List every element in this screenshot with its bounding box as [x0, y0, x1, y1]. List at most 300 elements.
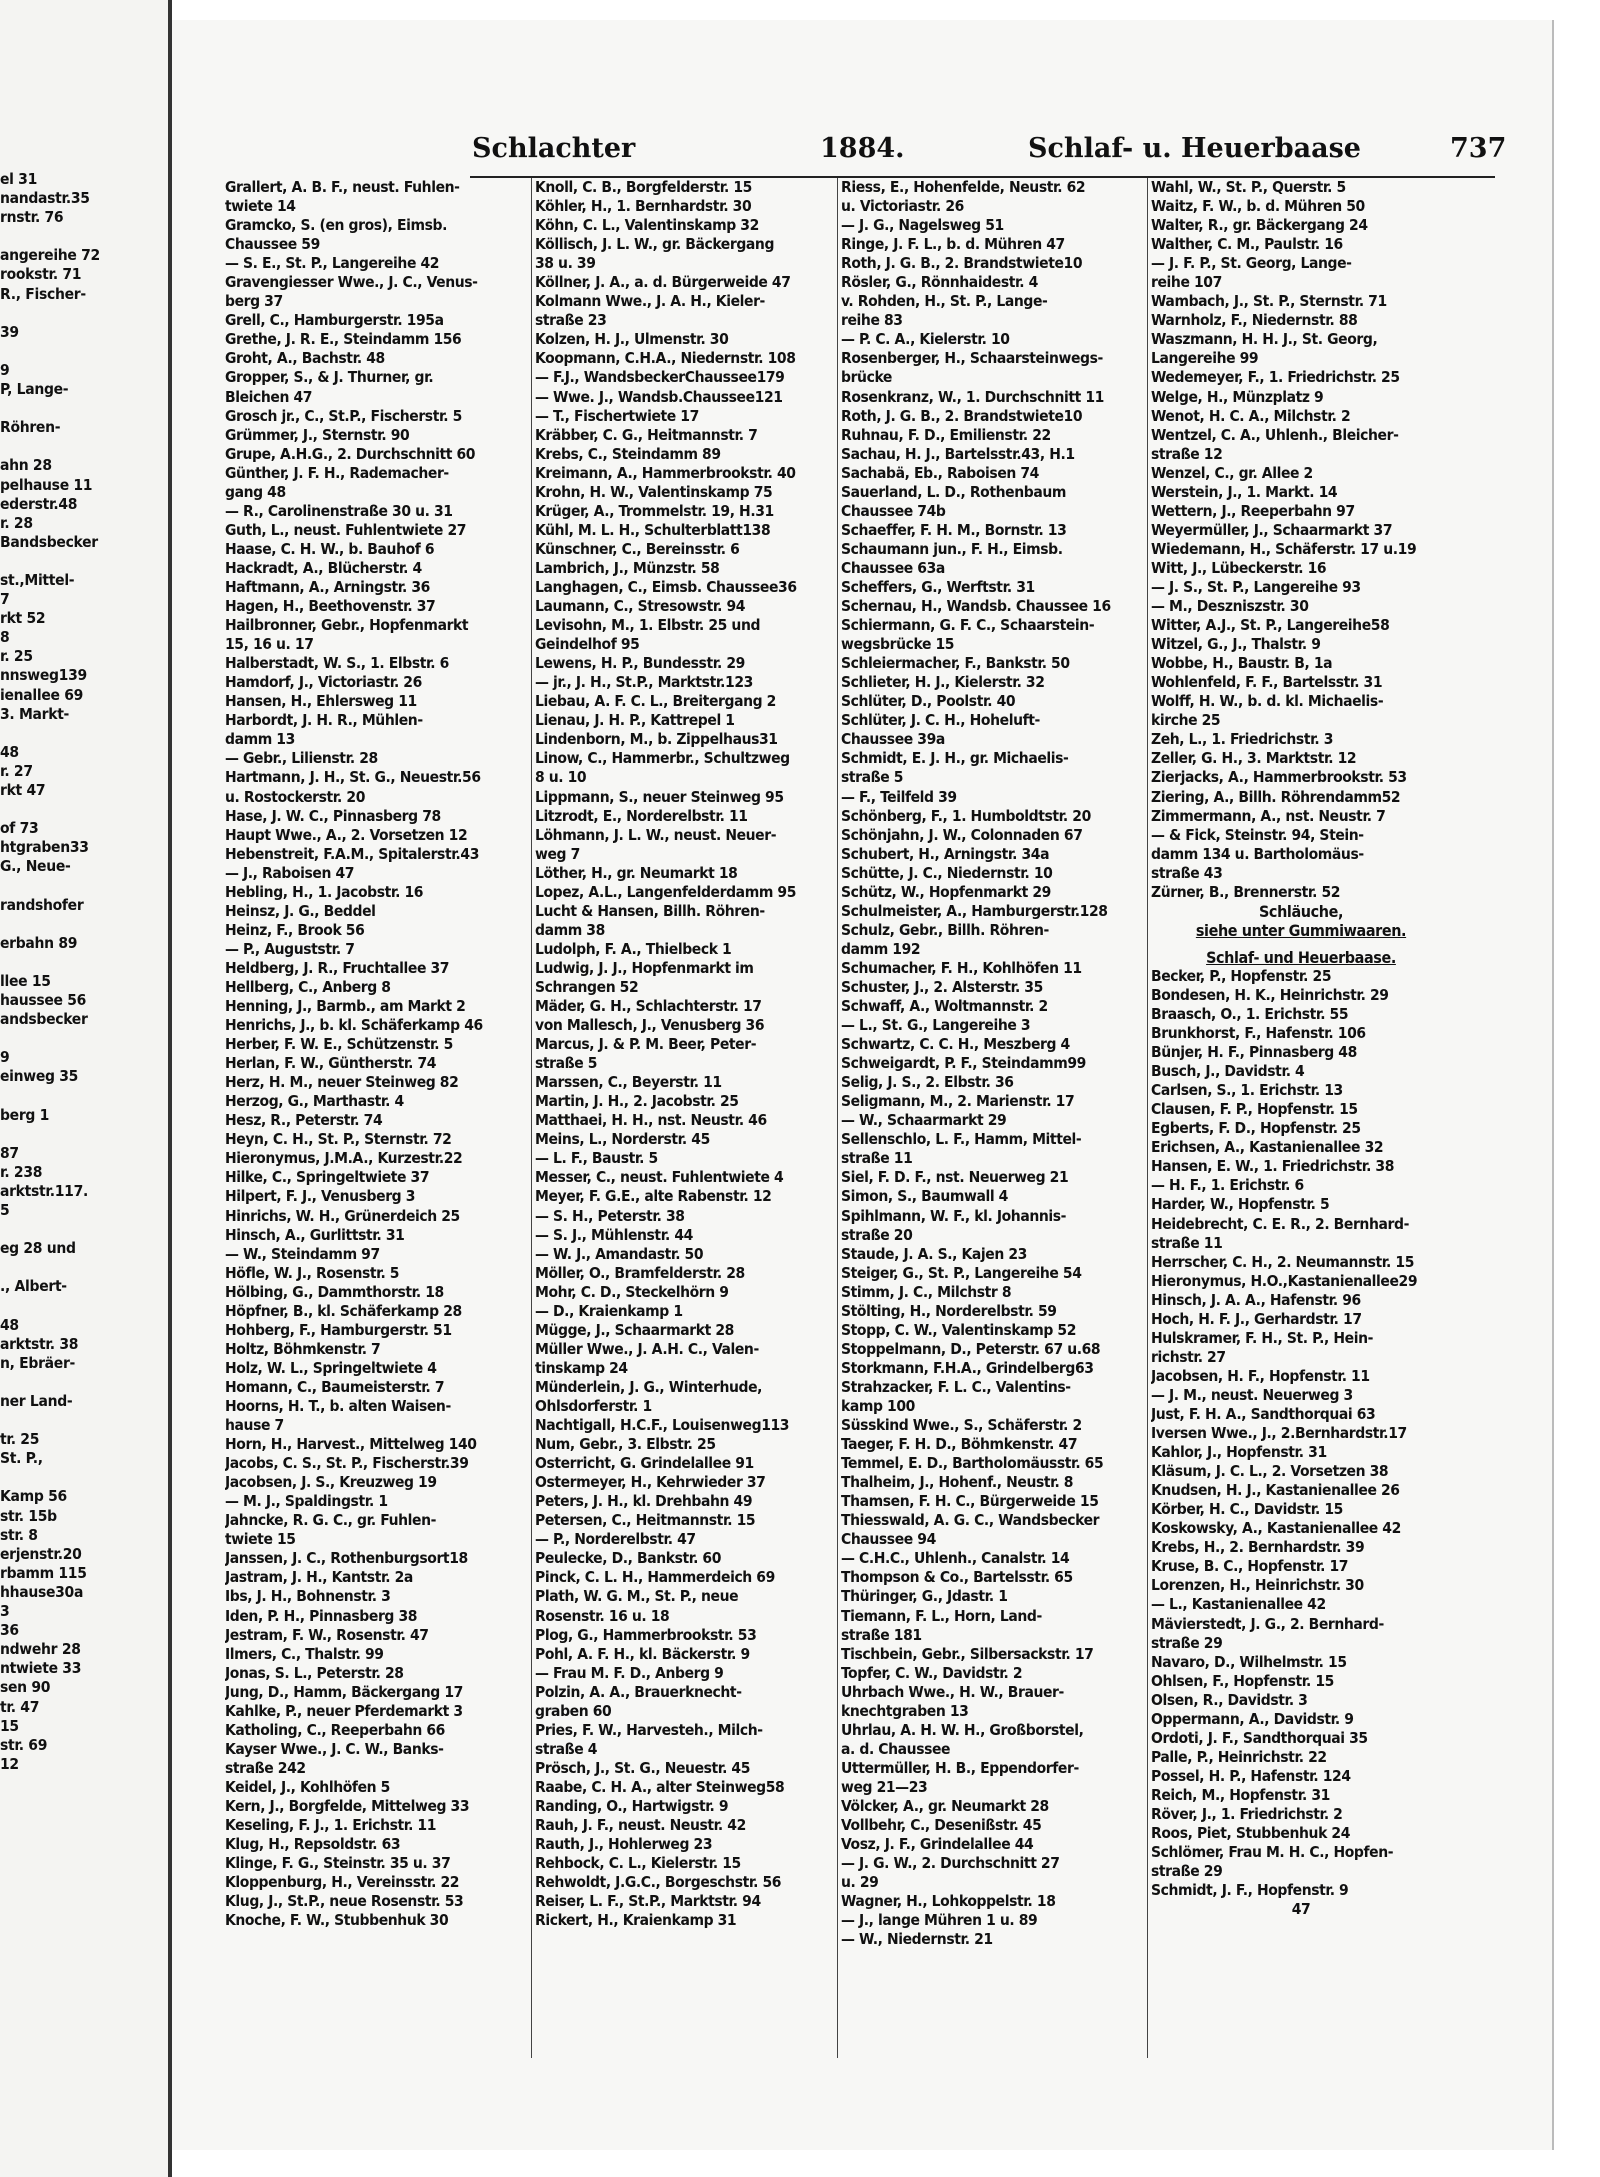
directory-entry: Krebs, H., 2. Bernhardstr. 39: [1151, 1538, 1365, 1557]
previous-page-fragment: [0, 800, 160, 819]
directory-entry: Schönberg, F., 1. Humboldtstr. 20: [841, 806, 1091, 825]
directory-entry: Lindenborn, M., b. Zippelhaus31: [535, 730, 778, 749]
directory-entry: u. Rostockerstr. 20: [225, 787, 366, 806]
previous-page-fragment: ahn 28: [0, 456, 52, 475]
directory-entry: Nachtigall, H.C.F., Louisenweg113: [535, 1416, 790, 1435]
previous-page-fragment: rkt 52: [0, 609, 46, 628]
directory-entry: damm 38: [535, 920, 605, 939]
previous-page-fragment: 39: [0, 322, 19, 341]
previous-page-fragment: rookstr. 71: [0, 265, 82, 284]
directory-entry: Olsen, R., Davidstr. 3: [1151, 1690, 1308, 1709]
previous-page-fragment: ederstr.48: [0, 494, 78, 513]
directory-entry: Ohlsen, F., Hopfenstr. 15: [1151, 1671, 1334, 1690]
directory-entry: Löther, H., gr. Neumarkt 18: [535, 863, 738, 882]
directory-entry: Hohberg, F., Hamburgerstr. 51: [225, 1320, 452, 1339]
directory-entry: Homann, C., Baumeisterstr. 7: [225, 1377, 445, 1396]
column-1: [225, 178, 527, 2058]
directory-entry: straße 4: [535, 1739, 598, 1758]
directory-entry: Hinrichs, W. H., Grünerdeich 25: [225, 1206, 460, 1225]
previous-page-fragment: el 31: [0, 170, 37, 188]
previous-page-fragment: erbahn 89: [0, 933, 78, 952]
directory-entry: Polzin, A. A., Brauerknecht-: [535, 1682, 742, 1701]
column-divider: [1147, 178, 1148, 2058]
directory-entry: Thompson & Co., Bartelsstr. 65: [841, 1568, 1073, 1587]
previous-page-fragment: Röhren-: [0, 418, 61, 437]
directory-entry: Klug, H., Repsoldstr. 63: [225, 1835, 401, 1854]
previous-page-fragment: eg 28 und: [0, 1239, 76, 1258]
directory-entry: Schlömer, Frau M. H. C., Hopfen-: [1151, 1843, 1394, 1862]
directory-entry: graben 60: [535, 1701, 612, 1720]
previous-page-fragment: randshofer: [0, 895, 84, 914]
directory-entry: Jonas, S. L., Peterstr. 28: [225, 1663, 404, 1682]
directory-entry: Geindelhof 95: [535, 635, 640, 654]
directory-entry: Kruse, B. C., Hopfenstr. 17: [1151, 1557, 1349, 1576]
directory-entry: Münderlein, J. G., Winterhude,: [535, 1377, 763, 1396]
directory-entry: Possel, H. P., Hafenstr. 124: [1151, 1766, 1351, 1785]
directory-entry: Seligmann, M., 2. Marienstr. 17: [841, 1092, 1075, 1111]
directory-columns: [225, 178, 1495, 2058]
directory-entry: Henrichs, J., b. kl. Schäferkamp 46: [225, 1016, 483, 1035]
previous-page-fragment: R., Fischer-: [0, 284, 86, 303]
directory-entry: straße 12: [1151, 444, 1223, 463]
directory-entry: — T., Fischertwiete 17: [535, 406, 699, 425]
previous-page-fragment: P, Lange-: [0, 380, 69, 399]
directory-entry: Vosz, J. F., Grindelallee 44: [841, 1835, 1034, 1854]
previous-page-fragment: nandastr.35: [0, 189, 90, 208]
previous-page-fragment: htgraben33: [0, 838, 89, 857]
directory-entry: tinskamp 24: [535, 1358, 628, 1377]
directory-entry: Kühl, M. L. H., Schulterblatt138: [535, 520, 771, 539]
directory-entry: Hesz, R., Peterstr. 74: [225, 1111, 383, 1130]
directory-entry: Rosenkranz, W., 1. Durchschnitt 11: [841, 387, 1104, 406]
previous-page-fragment: [0, 724, 160, 743]
directory-entry: — J. M., neust. Neuerweg 3: [1151, 1385, 1353, 1404]
previous-page-fragment: 12: [0, 1754, 19, 1773]
directory-entry: Grethe, J. R. E., Steindamm 156: [225, 330, 462, 349]
directory-entry: Wobbe, H., Baustr. B, 1a: [1151, 654, 1333, 673]
directory-entry: Liebau, A. F. C. L., Breitergang 2: [535, 692, 776, 711]
directory-entry: Wedemeyer, F., 1. Friedrichstr. 25: [1151, 368, 1400, 387]
previous-page-fragment: 15: [0, 1716, 19, 1735]
directory-entry: Chaussee 74b: [841, 501, 946, 520]
previous-page-fragment: 48: [0, 1315, 19, 1334]
directory-entry: v. Rohden, H., St. P., Lange-: [841, 292, 1048, 311]
directory-entry: weg 21—23: [841, 1777, 928, 1796]
directory-entry: straße 242: [225, 1758, 306, 1777]
directory-entry: Spihlmann, W. F., kl. Johannis-: [841, 1206, 1067, 1225]
directory-entry: Schlüter, J. C. H., Hoheluft-: [841, 711, 1040, 730]
directory-entry: gang 48: [225, 482, 286, 501]
directory-entry: Köllisch, J. L. W., gr. Bäckergang: [535, 235, 775, 254]
directory-entry: damm 13: [225, 730, 295, 749]
directory-entry: Reich, M., Hopfenstr. 31: [1151, 1785, 1330, 1804]
directory-entry: Thüringer, G., Jdastr. 1: [841, 1587, 1008, 1606]
directory-entry: Jahncke, R. G. C., gr. Fuhlen-: [225, 1511, 437, 1530]
header-right-title: Schlaf- u. Heuerbaase: [1028, 133, 1361, 164]
directory-entry: Schwartz, C. C. H., Meszberg 4: [841, 1035, 1070, 1054]
directory-entry: — S. H., Peterstr. 38: [535, 1206, 685, 1225]
previous-page-fragment: [0, 552, 160, 571]
previous-page-fragment: r. 238: [0, 1162, 43, 1181]
previous-page-edge: [0, 0, 172, 2177]
directory-entry: Röver, J., 1. Friedrichstr. 2: [1151, 1804, 1343, 1823]
directory-entry: Sachabä, Eb., Raboisen 74: [841, 463, 1039, 482]
directory-entry: Heyn, C. H., St. P., Sternstr. 72: [225, 1130, 452, 1149]
directory-entry: Halberstadt, W. S., 1. Elbstr. 6: [225, 654, 449, 673]
directory-entry: Heinsz, J. G., Beddel: [225, 901, 376, 920]
previous-page-fragment: ndwehr 28: [0, 1640, 81, 1659]
previous-page-fragment: nnsweg139: [0, 666, 87, 685]
directory-entry: Lopez, A.L., Langenfelderdamm 95: [535, 882, 797, 901]
section-title: Schlaf- und Heuerbaase.: [1206, 947, 1396, 967]
directory-entry: Thiesswald, A. G. C., Wandsbecker: [841, 1511, 1100, 1530]
directory-entry: Hartmann, J. H., St. G., Neuestr.56: [225, 768, 481, 787]
directory-entry: Rosenstr. 16 u. 18: [535, 1606, 670, 1625]
previous-page-fragment: [0, 399, 160, 418]
directory-entry: Palle, P., Heinrichstr. 22: [1151, 1747, 1327, 1766]
directory-entry: Knoll, C. B., Borgfelderstr. 15: [535, 178, 752, 196]
directory-entry: Herz, H. M., neuer Steinweg 82: [225, 1073, 459, 1092]
directory-entry: Jacobsen, H. F., Hopfenstr. 11: [1151, 1366, 1370, 1385]
directory-entry: reihe 83: [841, 311, 903, 330]
directory-entry: Sellenschlo, L. F., Hamm, Mittel-: [841, 1130, 1082, 1149]
previous-page-fragment: [0, 953, 160, 972]
directory-entry: Waszmann, H. H. J., St. Georg,: [1151, 330, 1378, 349]
previous-page-fragment: [0, 1373, 160, 1392]
directory-entry: — C.H.C., Uhlenh., Canalstr. 14: [841, 1549, 1070, 1568]
directory-entry: Brunkhorst, F., Hafenstr. 106: [1151, 1024, 1366, 1043]
directory-entry: Koskowsky, A., Kastanienallee 42: [1151, 1519, 1401, 1538]
directory-entry: — L., St. G., Langereihe 3: [841, 1016, 1031, 1035]
directory-entry: Müller Wwe., J. A.H. C., Valen-: [535, 1339, 759, 1358]
directory-entry: Erichsen, A., Kastanienallee 32: [1151, 1138, 1384, 1157]
directory-entry: Hulskramer, F. H., St. P., Hein-: [1151, 1328, 1374, 1347]
previous-page-fragment: 5: [0, 1201, 10, 1220]
directory-entry: Stölting, H., Norderelbstr. 59: [841, 1301, 1057, 1320]
directory-entry: 38 u. 39: [535, 254, 596, 273]
previous-page-fragment: arktstr.117.: [0, 1181, 88, 1200]
directory-entry: Pohl, A. F. H., kl. Bäckerstr. 9: [535, 1644, 750, 1663]
directory-entry: Schaumann jun., F. H., Eimsb.: [841, 539, 1063, 558]
directory-entry: Ziering, A., Billh. Röhrendamm52: [1151, 787, 1401, 806]
directory-entry: Grell, C., Hamburgerstr. 195a: [225, 311, 444, 330]
directory-entry: Messer, C., neust. Fuhlentwiete 4: [535, 1168, 784, 1187]
directory-entry: damm 134 u. Bartholomäus-: [1151, 844, 1364, 863]
directory-entry: Busch, J., Davidstr. 4: [1151, 1062, 1305, 1081]
directory-entry: Mäder, G. H., Schlachterstr. 17: [535, 997, 762, 1016]
directory-entry: straße 11: [1151, 1233, 1223, 1252]
directory-entry: Reiser, L. F., St.P., Marktstr. 94: [535, 1892, 761, 1911]
directory-entry: 15, 16 u. 17: [225, 635, 314, 654]
directory-entry: — jr., J. H., St.P., Marktstr.123: [535, 673, 753, 692]
directory-entry: — D., Kraienkamp 1: [535, 1301, 683, 1320]
directory-entry: Pries, F. W., Harvesteh., Milch-: [535, 1720, 763, 1739]
directory-entry: Katholing, C., Reeperbahn 66: [225, 1720, 445, 1739]
directory-entry: — J. S., St. P., Langereihe 93: [1151, 577, 1361, 596]
section-title: siehe unter Gummiwaaren.: [1195, 920, 1407, 940]
directory-entry: Schütte, J. C., Niedernstr. 10: [841, 863, 1053, 882]
directory-entry: Janssen, J. C., Rothenburgsort18: [225, 1549, 468, 1568]
directory-entry: Jacobsen, J. S., Kreuzweg 19: [225, 1473, 437, 1492]
previous-page-fragment: erjenstr.20: [0, 1544, 82, 1563]
directory-entry: Temmel, E. D., Bartholomäusstr. 65: [841, 1454, 1104, 1473]
directory-entry: Langhagen, C., Eimsb. Chaussee36: [535, 577, 797, 596]
directory-entry: — J., Raboisen 47: [225, 863, 355, 882]
directory-entry: Hailbronner, Gebr., Hopfenmarkt: [225, 616, 469, 635]
directory-entry: — J. G. W., 2. Durchschnitt 27: [841, 1854, 1060, 1873]
directory-entry: Krohn, H. W., Valentinskamp 75: [535, 482, 773, 501]
directory-entry: Schrangen 52: [535, 977, 639, 996]
directory-entry: Grupe, A.H.G., 2. Durchschnitt 60: [225, 444, 476, 463]
directory-entry: Ruhnau, F. D., Emilienstr. 22: [841, 425, 1051, 444]
directory-entry: Ilmers, C., Thalstr. 99: [225, 1644, 384, 1663]
directory-entry: Witt, J., Lübeckerstr. 16: [1151, 558, 1327, 577]
directory-entry: Günther, J. F. H., Rademacher-: [225, 463, 449, 482]
previous-page-fragment: ntwiete 33: [0, 1659, 82, 1678]
directory-entry: Herlan, F. W., Güntherstr. 74: [225, 1054, 437, 1073]
previous-page-fragment: 9: [0, 1048, 10, 1067]
directory-entry: u. 29: [841, 1873, 879, 1892]
directory-entry: Selig, J. S., 2. Elbstr. 36: [841, 1073, 1014, 1092]
directory-entry: Schulmeister, A., Hamburgerstr.128: [841, 901, 1108, 920]
directory-entry: Wiedemann, H., Schäferstr. 17 u.19: [1151, 539, 1417, 558]
directory-entry: Carlsen, S., 1. Erichstr. 13: [1151, 1081, 1343, 1100]
previous-page-fragment: [0, 915, 160, 934]
directory-entry: Hase, J. W. C., Pinnasberg 78: [225, 806, 441, 825]
directory-entry: Siel, F. D. F., nst. Neuerweg 21: [841, 1168, 1069, 1187]
previous-page-fragment: [0, 1220, 160, 1239]
previous-page-fragment: St. P.,: [0, 1449, 43, 1468]
directory-entry: Waitz, F. W., b. d. Mühren 50: [1151, 197, 1365, 216]
directory-entry: Bleichen 47: [225, 387, 313, 406]
previous-page-fragment: 7: [0, 590, 10, 609]
directory-entry: Köhn, C. L., Valentinskamp 32: [535, 216, 759, 235]
previous-page-fragment: ner Land-: [0, 1392, 73, 1410]
previous-page-fragment: pelhause 11: [0, 475, 93, 494]
previous-page-fragment-column: [0, 170, 160, 2040]
directory-entry: Henning, J., Barmb., am Markt 2: [225, 997, 466, 1016]
directory-entry: Ringe, J. F. L., b. d. Mühren 47: [841, 235, 1065, 254]
directory-entry: Wagner, H., Lohkoppelstr. 18: [841, 1892, 1056, 1911]
directory-entry: Matthaei, H. H., nst. Neustr. 46: [535, 1111, 767, 1130]
directory-entry: Roth, J. G. B., 2. Brandstwiete10: [841, 406, 1083, 425]
directory-entry: — Wwe. J., Wandsb.Chaussee121: [535, 387, 783, 406]
directory-entry: Strahzacker, F. L. C., Valentins-: [841, 1377, 1071, 1396]
directory-entry: Knoche, F. W., Stubbenhuk 30: [225, 1911, 449, 1930]
directory-entry: Schleiermacher, F., Bankstr. 50: [841, 654, 1070, 673]
directory-entry: Langereihe 99: [1151, 349, 1259, 368]
directory-entry: Höpfner, B., kl. Schäferkamp 28: [225, 1301, 462, 1320]
directory-entry: Sachau, H. J., Bartelsstr.43, H.1: [841, 444, 1075, 463]
directory-entry: Weyermüller, J., Schaarmarkt 37: [1151, 520, 1393, 539]
directory-entry: Holz, W. L., Springeltwiete 4: [225, 1358, 437, 1377]
directory-entry: Kayser Wwe., J. C. W., Banks-: [225, 1739, 444, 1758]
header-page-number: 737: [1450, 133, 1507, 164]
directory-entry: Ludolph, F. A., Thielbeck 1: [535, 939, 732, 958]
previous-page-fragment: [0, 227, 160, 246]
directory-entry: Köhler, H., 1. Bernhardstr. 30: [535, 197, 752, 216]
directory-entry: Herrscher, C. H., 2. Neumannstr. 15: [1151, 1252, 1415, 1271]
previous-page-fragment: sen 90: [0, 1678, 51, 1697]
directory-entry: Uhrlau, A. H. W. H., Großborstel,: [841, 1720, 1084, 1739]
directory-entry: straße 20: [841, 1225, 913, 1244]
directory-entry: Hilpert, F. J., Venusberg 3: [225, 1187, 416, 1206]
directory-entry: Schmidt, E. J. H., gr. Michaelis-: [841, 749, 1069, 768]
directory-entry: straße 11: [841, 1149, 913, 1168]
directory-entry: Rauh, J. F., neust. Neustr. 42: [535, 1816, 746, 1835]
directory-entry: Linow, C., Hammerbr., Schultzweg: [535, 749, 790, 768]
directory-entry: Osterricht, G. Grindelallee 91: [535, 1454, 754, 1473]
directory-entry: Heinz, F., Brook 56: [225, 920, 365, 939]
previous-page-fragment: r. 27: [0, 761, 33, 780]
directory-entry: Schulz, Gebr., Billh. Röhren-: [841, 920, 1049, 939]
directory-entry: Grümmer, J., Sternstr. 90: [225, 425, 410, 444]
directory-entry: Höfle, W. J., Rosenstr. 5: [225, 1263, 400, 1282]
directory-entry: Martin, J. H., 2. Jacobstr. 25: [535, 1092, 739, 1111]
directory-entry: Jung, D., Hamm, Bäckergang 17: [225, 1682, 463, 1701]
directory-entry: Kahlor, J., Hopfenstr. 31: [1151, 1443, 1327, 1462]
directory-entry: Hoch, H. F. J., Gerhardstr. 17: [1151, 1309, 1362, 1328]
directory-entry: Peters, J. H., kl. Drehbahn 49: [535, 1492, 753, 1511]
directory-entry: weg 7: [535, 844, 580, 863]
directory-entry: Koopmann, C.H.A., Niedernstr. 108: [535, 349, 796, 368]
previous-page-fragment: angereihe 72: [0, 246, 100, 265]
directory-entry: Ludwig, J. J., Hopfenmarkt im: [535, 958, 754, 977]
previous-page-fragment: tr. 25: [0, 1430, 40, 1449]
directory-entry: Staude, J. A. S., Kajen 23: [841, 1244, 1027, 1263]
directory-entry: kamp 100: [841, 1397, 915, 1415]
previous-page-fragment: hhause30a: [0, 1582, 84, 1601]
directory-entry: Roth, J. G. B., 2. Brandstwiete10: [841, 254, 1083, 273]
directory-entry: Levisohn, M., 1. Elbstr. 25 und: [535, 616, 761, 635]
header-year: 1884.: [820, 133, 905, 164]
directory-entry: Völcker, A., gr. Neumarkt 28: [841, 1796, 1049, 1815]
previous-page-fragment: rnstr. 76: [0, 208, 64, 227]
directory-entry: Just, F. H. A., Sandthorquai 63: [1151, 1405, 1376, 1423]
directory-entry: Schweigardt, P. F., Steindamm99: [841, 1054, 1086, 1073]
directory-entry: knechtgraben 13: [841, 1701, 969, 1720]
directory-entry: Guth, L., neust. Fuhlentwiete 27: [225, 520, 467, 539]
directory-entry: Schlüter, D., Poolstr. 40: [841, 692, 1016, 711]
directory-entry: Lippmann, S., neuer Steinweg 95: [535, 787, 784, 806]
directory-entry: Hansen, H., Ehlersweg 11: [225, 692, 417, 711]
directory-entry: Jacobs, C. S., St. P., Fischerstr.39: [225, 1454, 469, 1473]
directory-entry: Uhrbach Wwe., H. W., Brauer-: [841, 1682, 1064, 1701]
previous-page-fragment: G., Neue-: [0, 857, 71, 876]
directory-entry: Zimmermann, A., nst. Neustr. 7: [1151, 806, 1386, 825]
previous-page-fragment: 9: [0, 360, 10, 379]
directory-entry: Ordoti, J. F., Sandthorquai 35: [1151, 1728, 1368, 1747]
directory-entry: Thalheim, J., Hohenf., Neustr. 8: [841, 1473, 1074, 1492]
directory-entry: Riess, E., Hohenfelde, Neustr. 62: [841, 178, 1086, 196]
directory-entry: Holtz, Böhmkenstr. 7: [225, 1339, 381, 1358]
directory-entry: — P. C. A., Kielerstr. 10: [841, 330, 1010, 349]
previous-page-fragment: [0, 1468, 160, 1487]
previous-page-fragment: r. 28: [0, 513, 33, 532]
directory-entry: Klug, J., St.P., neue Rosenstr. 53: [225, 1892, 464, 1911]
directory-entry: Heldberg, J. R., Fruchtallee 37: [225, 958, 450, 977]
directory-entry: Schuster, J., 2. Alsterstr. 35: [841, 977, 1043, 996]
directory-entry: Harbordt, J. H. R., Mühlen-: [225, 711, 423, 730]
directory-entry: straße 29: [1151, 1633, 1223, 1652]
directory-entry: brücke: [841, 368, 892, 387]
directory-entry: Haupt Wwe., A., 2. Vorsetzen 12: [225, 825, 468, 844]
directory-entry: Oppermann, A., Davidstr. 9: [1151, 1709, 1354, 1728]
directory-entry: damm 192: [841, 939, 921, 958]
previous-page-fragment: Kamp 56: [0, 1487, 67, 1506]
previous-page-fragment: [0, 1297, 160, 1316]
directory-entry: Tiemann, F. L., Horn, Land-: [841, 1606, 1042, 1625]
directory-entry: Kahlke, P., neuer Pferdemarkt 3: [225, 1701, 463, 1720]
directory-entry: Laumann, C., Stresowstr. 94: [535, 597, 746, 616]
previous-page-fragment: n, Ebräer-: [0, 1353, 76, 1372]
directory-entry: Welge, H., Münzplatz 9: [1151, 387, 1324, 406]
directory-entry: Walter, R., gr. Bäckergang 24: [1151, 216, 1368, 235]
previous-page-fragment: llee 15: [0, 971, 51, 990]
directory-entry: Heidebrecht, C. E. R., 2. Bernhard-: [1151, 1214, 1409, 1233]
directory-entry: Ostermeyer, H., Kehrwieder 37: [535, 1473, 766, 1492]
directory-entry: Harder, W., Hopfenstr. 5: [1151, 1195, 1330, 1214]
directory-entry: straße 43: [1151, 863, 1223, 882]
directory-entry: Wenot, H. C. A., Milchstr. 2: [1151, 406, 1351, 425]
directory-entry: Braasch, O., 1. Erichstr. 55: [1151, 1005, 1349, 1024]
directory-entry: Lorenzen, H., Heinrichstr. 30: [1151, 1576, 1364, 1595]
previous-page-fragment: [0, 437, 160, 456]
directory-entry: Warnholz, F., Niedernstr. 88: [1151, 311, 1358, 330]
directory-entry: Chaussee 39a: [841, 730, 945, 749]
directory-entry: wegsbrücke 15: [841, 635, 955, 654]
directory-entry: Petersen, C., Heitmannstr. 15: [535, 1511, 756, 1530]
directory-entry: Grosch jr., C., St.P., Fischerstr. 5: [225, 406, 462, 425]
directory-entry: richstr. 27: [1151, 1347, 1226, 1366]
previous-page-fragment: berg 1: [0, 1105, 50, 1124]
directory-entry: Kläsum, J. C. L., 2. Vorsetzen 38: [1151, 1462, 1389, 1481]
previous-page-fragment: andsbecker: [0, 1010, 88, 1029]
directory-entry: Künschner, C., Bereinsstr. 6: [535, 539, 740, 558]
directory-entry: Thamsen, F. H. C., Bürgerweide 15: [841, 1492, 1099, 1511]
directory-entry: straße 23: [535, 311, 607, 330]
previous-page-fragment: [0, 1029, 160, 1048]
previous-page-fragment: [0, 1258, 160, 1277]
directory-entry: Hilke, C., Springeltwiete 37: [225, 1168, 430, 1187]
directory-entry: Stimm, J. C., Milchstr 8: [841, 1282, 1012, 1301]
directory-entry: Zierjacks, A., Hammerbrookstr. 53: [1151, 768, 1407, 787]
previous-page-fragment: [0, 342, 160, 361]
directory-entry: Herzog, G., Marthastr. 4: [225, 1092, 404, 1111]
directory-entry: u. Victoriastr. 26: [841, 197, 964, 216]
directory-entry: Krüger, A., Trommelstr. 19, H.31: [535, 501, 774, 520]
directory-entry: Simon, S., Baumwall 4: [841, 1187, 1008, 1206]
directory-entry: — L., Kastanienallee 42: [1151, 1595, 1326, 1614]
directory-entry: Vollbehr, C., Desenißstr. 45: [841, 1816, 1042, 1835]
directory-entry: Witzel, G., J., Thalstr. 9: [1151, 635, 1321, 654]
directory-entry: — Frau M. F. D., Anberg 9: [535, 1663, 724, 1682]
previous-page-fragment: 3. Markt-: [0, 704, 70, 723]
directory-entry: Wentzel, C. A., Uhlenh., Bleicher-: [1151, 425, 1399, 444]
directory-entry: Schönjahn, J. W., Colonnaden 67: [841, 825, 1083, 844]
directory-entry: — L. F., Baustr. 5: [535, 1149, 658, 1168]
previous-page-fragment: 87: [0, 1143, 19, 1162]
directory-entry: Chaussee 63a: [841, 558, 945, 577]
directory-entry: Schlieter, H. J., Kielerstr. 32: [841, 673, 1045, 692]
directory-entry: Mügge, J., Schaarmarkt 28: [535, 1320, 734, 1339]
previous-page-fragment: r. 25: [0, 647, 33, 666]
directory-entry: Iversen Wwe., J., 2.Bernhardstr.17: [1151, 1424, 1407, 1443]
directory-entry: — P., Auguststr. 7: [225, 939, 355, 958]
directory-entry: Jestram, F. W., Rosenstr. 47: [225, 1625, 429, 1644]
directory-entry: Krebs, C., Steindamm 89: [535, 444, 721, 463]
directory-entry: Wettern, J., Reeperbahn 97: [1151, 501, 1355, 520]
